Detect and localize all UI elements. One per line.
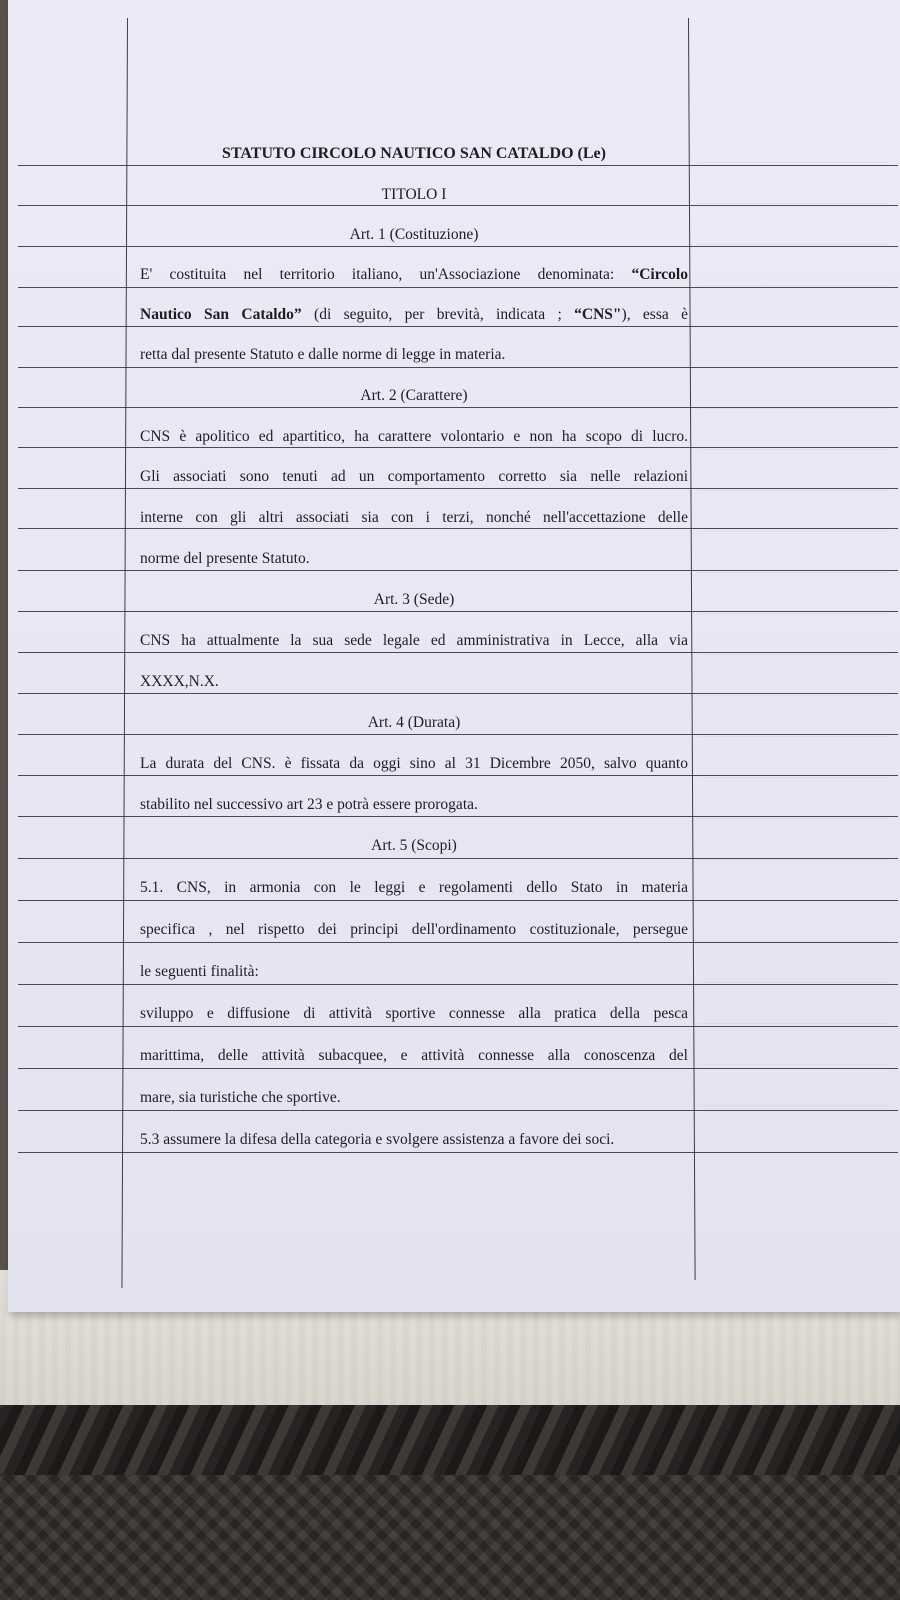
ruled-line <box>18 205 898 206</box>
ruled-line <box>18 1110 898 1111</box>
ruled-line <box>18 287 898 288</box>
ruled-line <box>18 693 898 694</box>
ruled-line <box>18 1152 898 1153</box>
ruled-line <box>18 900 898 901</box>
ruled-line <box>18 447 898 448</box>
ruled-line <box>18 528 898 529</box>
article-heading: Art. 5 (Scopi) <box>371 837 457 854</box>
article-text-line: specifica , nel rispetto dei principi dell'ordinamento costituzionale, persegue <box>140 921 688 938</box>
article-text-line: le seguenti finalità: <box>140 963 259 980</box>
article-heading: Art. 3 (Sede) <box>373 591 455 608</box>
ruled-line <box>18 775 898 776</box>
bleed-through-text <box>698 140 888 1140</box>
article-text-line: retta dal presente Statuto e dalle norme di legge in materia. <box>140 346 506 363</box>
association-name: Nautico San Cataldo” <box>140 306 302 323</box>
ruled-line <box>18 246 898 247</box>
article-text-line: Nautico San Cataldo” (di seguito, per brevità, indicata ; “CNS"), essa è <box>140 306 688 323</box>
ruled-line <box>18 326 898 327</box>
ruled-line <box>18 858 898 859</box>
article-text-line: Gli associati sono tenuti ad un comportamento corretto sia nelle relazioni <box>140 468 688 485</box>
article-text-line: marittima, delle attività subacquee, e attività connesse alla conoscenza del <box>140 1047 688 1064</box>
rope-background <box>0 1405 900 1600</box>
ruled-line <box>18 984 898 985</box>
article-text-line: sviluppo e diffusione di attività sportive connesse alla pratica della pesca <box>140 1005 688 1022</box>
document-title: STATUTO CIRCOLO NAUTICO SAN CATALDO (Le) <box>222 145 606 162</box>
article-text-line: E' costituita nel territorio italiano, un'Associazione denominata: “Circolo <box>140 266 688 283</box>
article-heading: Art. 1 (Costituzione) <box>349 226 479 243</box>
association-name: “Circolo <box>631 266 688 283</box>
ruled-line <box>18 1068 898 1069</box>
ruled-line <box>18 942 898 943</box>
ruled-line <box>18 165 898 166</box>
association-abbreviation: “CNS" <box>574 306 622 323</box>
article-text-line: stabilito nel successivo art 23 e potrà essere prorogata. <box>140 796 478 813</box>
ruled-line <box>18 488 898 489</box>
article-heading: Art. 2 (Carattere) <box>360 387 468 404</box>
section-title: TITOLO I <box>381 186 447 203</box>
ruled-line <box>18 652 898 653</box>
article-text-line: 5.1. CNS, in armonia con le leggi e regolamenti dello Stato in materia <box>140 879 688 896</box>
article-text-line: interne con gli altri associati sia con i terzi, nonché nell'accettazione delle <box>140 509 688 526</box>
article-text-line: 5.3 assumere la difesa della categoria e svolgere assistenza a favore dei soci. <box>140 1131 615 1148</box>
article-text-line: La durata del CNS. è fissata da oggi sino al 31 Dicembre 2050, salvo quanto <box>140 755 688 772</box>
article-text-line: CNS ha attualmente la sua sede legale ed amministrativa in Lecce, alla via <box>140 632 688 649</box>
ruled-line <box>18 407 898 408</box>
article-text-line: norme del presente Statuto. <box>140 550 310 567</box>
article-text-line: mare, sia turistiche che sportive. <box>140 1089 341 1106</box>
ruled-line <box>18 816 898 817</box>
article-heading: Art. 4 (Durata) <box>367 714 461 731</box>
ruled-line <box>18 734 898 735</box>
article-text-line: CNS è apolitico ed apartitico, ha carattere volontario e non ha scopo di lucro. <box>140 428 688 445</box>
ruled-line <box>18 367 898 368</box>
ruled-line <box>18 611 898 612</box>
ruled-line <box>18 570 898 571</box>
article-text-line: XXXX,N.X. <box>140 673 219 690</box>
ruled-line <box>18 1026 898 1027</box>
